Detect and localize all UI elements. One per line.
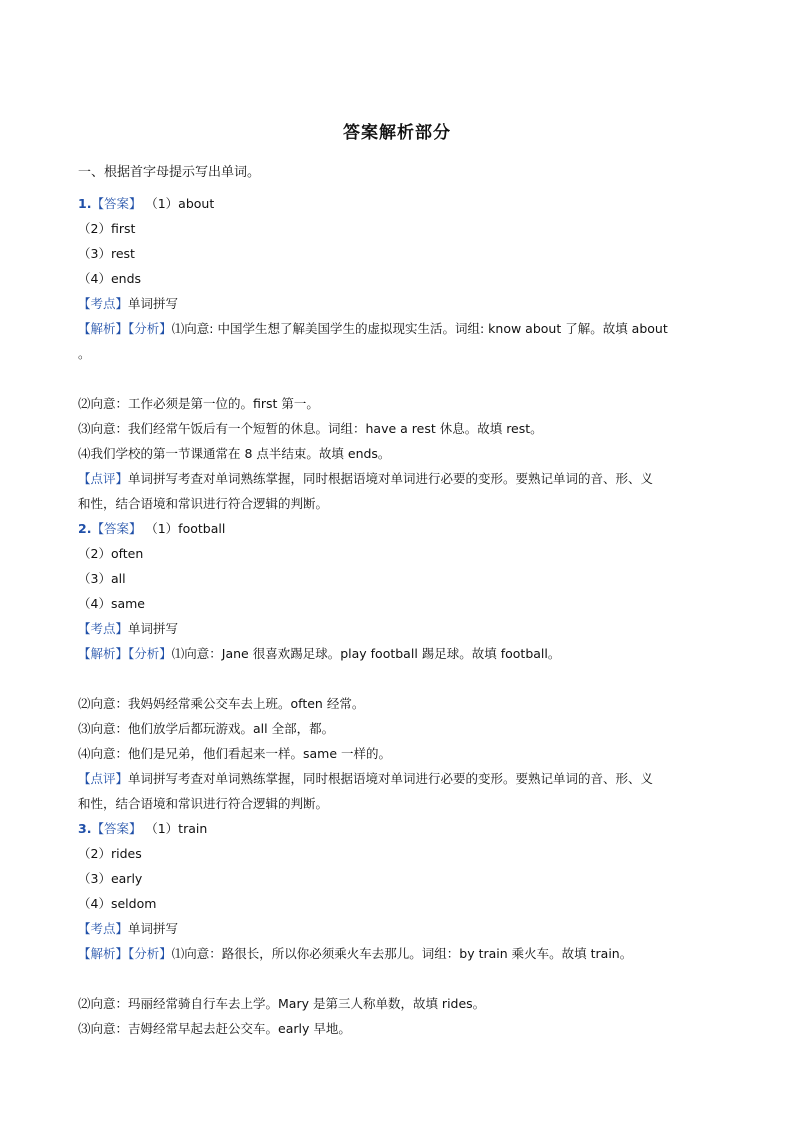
q2-dianping-text-1: 单词拼写考查对单词熟练掌握，同时根据语境对单词进行必要的变形。要熟记单词的音、形、义	[128, 771, 654, 786]
q1-number: 1.	[78, 196, 92, 211]
q3-kaodian-text: 单词拼写	[128, 921, 179, 936]
q1-answer-3: （3）rest	[78, 246, 135, 261]
q2-explanation-3: ⑶向意：他们放学后都玩游戏。all 全部，都。	[78, 721, 335, 736]
q3-jiexi-tag: 【解析】	[78, 946, 129, 961]
q2-answer-1: （1）football	[151, 521, 226, 536]
q3-answer-2: （2）rides	[78, 846, 142, 861]
q1-explanation-3: ⑶向意：我们经常午饭后有一个短暂的休息。词组：have a rest 休息。故填 rest。	[78, 421, 543, 436]
q3-kaodian-tag: 【考点】	[78, 921, 129, 936]
q2-explanation-4: ⑷向意：他们是兄弟，他们看起来一样。same 一样的。	[78, 746, 392, 761]
blank-line	[78, 666, 723, 691]
q1-kaodian	[78, 291, 723, 316]
q2-answer-4: （4）same	[78, 596, 145, 611]
q1-answer-1: （1）about	[151, 196, 215, 211]
q3-answer-4: （4）seldom	[78, 896, 157, 911]
q1-jiexi	[78, 316, 723, 341]
q1-kaodian-text: 单词拼写	[128, 296, 179, 311]
blank-line	[78, 966, 723, 991]
q2-jiexi-tag: 【解析】	[78, 646, 129, 661]
q1-dianping-text-1: 单词拼写考查对单词熟练掌握，同时根据语境对单词进行必要的变形。要熟记单词的音、形、义	[128, 471, 654, 486]
q2-dianping-tag: 【点评】	[78, 771, 129, 786]
q1-answer-line	[78, 191, 723, 216]
q3-jiexi	[78, 941, 723, 966]
q2-explanation-2: ⑵向意：我妈妈经常乘公交车去上班。often 经常。	[78, 696, 365, 711]
q3-explanation-3: ⑶向意：吉姆经常早起去赶公交车。early 早地。	[78, 1021, 351, 1036]
answer-content	[78, 191, 723, 1041]
q3-answer-tag: 【答案】	[91, 821, 142, 836]
q1-kaodian-tag: 【考点】	[78, 296, 129, 311]
q1-dianping-text-2: 和性，结合语境和常识进行符合逻辑的判断。	[78, 496, 329, 511]
q2-explanation-1: ⑴向意：Jane 很喜欢踢足球。play football 踢足球。故填 football。	[171, 646, 561, 661]
q2-kaodian	[78, 616, 723, 641]
q1-explanation-1: ⑴向意: 中国学生想了解美国学生的虚拟现实生活。词组: know about 了解。故填 about	[171, 321, 668, 336]
q1-explanation-2: ⑵向意：工作必须是第一位的。first 第一。	[78, 396, 319, 411]
q3-number: 3.	[78, 821, 92, 836]
section-heading: 一、根据首字母提示写出单词。	[78, 165, 261, 180]
q2-fenxi-tag: 【分析】	[128, 646, 172, 661]
q3-explanation-2: ⑵向意：玛丽经常骑自行车去上学。Mary 是第三人称单数，故填 rides。	[78, 996, 486, 1011]
q3-answer-1: （1）train	[151, 821, 208, 836]
q2-dianping-text-2: 和性，结合语境和常识进行符合逻辑的判断。	[78, 796, 329, 811]
q2-dianping	[78, 766, 723, 791]
q1-explanation-4: ⑷我们学校的第一节课通常在 8 点半结束。故填 ends。	[78, 446, 391, 461]
q1-explanation-1-end: 。	[78, 346, 91, 361]
q1-dianping-tag: 【点评】	[78, 471, 129, 486]
q1-dianping	[78, 466, 723, 491]
q3-explanation-1: ⑴向意：路很长，所以你必须乘火车去那儿。词组：by train 乘火车。故填 train。	[171, 946, 633, 961]
q1-answer-tag: 【答案】	[91, 196, 142, 211]
blank-line	[78, 366, 723, 391]
q1-answer-2: （2）first	[78, 221, 136, 236]
q3-answer-line	[78, 816, 723, 841]
q2-answer-2: （2）often	[78, 546, 144, 561]
q2-answer-line	[78, 516, 723, 541]
q1-answer-4: （4）ends	[78, 271, 142, 286]
q2-answer-tag: 【答案】	[91, 521, 142, 536]
page-title: 答案解析部分	[343, 123, 451, 143]
q1-jiexi-tag: 【解析】	[78, 321, 129, 336]
q3-kaodian	[78, 916, 723, 941]
q2-kaodian-text: 单词拼写	[128, 621, 179, 636]
q3-fenxi-tag: 【分析】	[128, 946, 172, 961]
q1-fenxi-tag: 【分析】	[128, 321, 172, 336]
q2-jiexi	[78, 641, 723, 666]
q2-answer-3: （3）all	[78, 571, 126, 586]
q3-answer-3: （3）early	[78, 871, 143, 886]
q2-kaodian-tag: 【考点】	[78, 621, 129, 636]
q2-number: 2.	[78, 521, 92, 536]
